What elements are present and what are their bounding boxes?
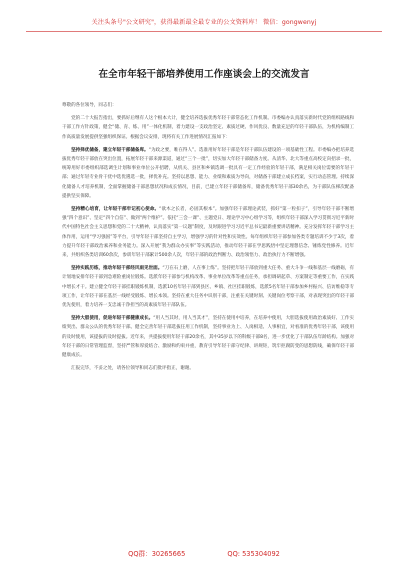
paragraph [62, 205, 354, 260]
paragraph-lead: 坚持实践历练，推动年轻干部经风雨见世面。 [71, 266, 163, 272]
paragraph [62, 264, 354, 310]
paragraph-lead: 坚持精心培育，让年轻干部牢记初心使命。 [71, 207, 160, 213]
footer-qq-group: QQ群：30265665 [128, 550, 186, 558]
paragraph-text: “为政之要，唯在得人”。选准用好年轻干部是年轻干部队伍建设的一项基础性工程。市委编办把培养选拔优秀年轻干部放在突出位置，拓展年轻干部来源渠道，通过“三个一批”，切实加大年轻干部储备力度。从清华、北大等重点高校定向招录一批，统筹用好市委组织部选调生计划和事业单位公开招聘，从机关、县区和乡镇选调一批具有一定工作经验的年轻干部，满足相关岗位需要的年轻干部；通过年轻专业骨干优中选优遴选一批，择优补充。坚持以思想、能力、业绩和素质为导向，对储备干部建立成长档案，实行动态管理。持续深化储备人才培养机制，全面掌握储备干部思想状况和成长情况，目前，已建立年轻干部储备库，储备优秀年轻干部30余名，为干部队伍梯次配备提供坚实保障。 [62, 147, 354, 199]
footer-contact [0, 546, 408, 562]
paragraph-text: “刀在石上磨，人在事上练”。坚持把年轻干部放到重大任务、重大斗争一线和基层一线磨砺，有计划地安排年轻干部到急难险重岗位锻炼。选派年轻干部参与机构改革、事业单位改革等重点任务，承担调研起草、方案制定等重要工作，在实践中增长才干。建立健全年轻干部挂职锻炼机制，选派10名年轻干部到县区、乡镇、社区挂职锻炼，选派5名年轻干部参加乡村振兴、信访维稳等专项工作，让年轻干部在基层一线经受锻炼、增长本领。坚持在重大任务中识别干部，注重在关键时刻、关键岗位考察干部，对表现突出的年轻干部优先使用，着力培养一支忠诚干净担当的高素质年轻干部队伍。 [62, 266, 355, 309]
paragraph [62, 146, 354, 201]
paragraph [62, 114, 354, 142]
paragraph-lead: 坚持择优储备，建立年轻干部储备库。 [71, 147, 149, 153]
salutation: 尊敬的各位领导，同志们： [62, 103, 117, 108]
document-title: 在全市年轻干部培养使用工作座谈会上的交流发言 [98, 69, 310, 80]
paragraph-text: 党的二十大报告指出，要抓好后继有人这个根本大计，健全培养选拔优秀年轻干部常态化工作机制。市委编办认真落实新时代党的组织路线和干部工作方针政策，健全“储、育、练、用”一体化机制，着力建设一支政治坚定、素质过硬、作风优良、数量充足的年轻干部队伍，为机构编制工作高质量发展提供坚强组织保证。根据会议安排，现将有关工作进展情况汇报如下： [62, 116, 354, 140]
document-body [62, 101, 354, 373]
paragraph-text: “欲木之长者，必固其根本”。加强年轻干部理论武装，抓好“第一粒扣子”，引导年轻干部不断增强“四个意识”、坚定“四个自信”、做到“两个维护”。依托“三会一课”、主题党日、理论学习中心组学习等，组织年轻干部深入学习贯彻习近平新时代中国特色社会主义思想和党的二十大精神，认真落实“第一议题”制度，及时跟进学习习近平总书记最新重要讲话精神。充分发挥年轻干部学习主体作用，运用“学习强国”等平台，引导年轻干部坚持自主学习，增强学习的针对性和实效性。每年组织年轻干部参加各类专题培训不少于3次，着力提升年轻干部政治素养和业务能力。深入开展“我为群众办实事”等实践活动，推动年轻干部在学思践悟中坚定理想信念、锤炼党性修养。近年来，共组织各类培训60余次，参训年轻干部累计500余人次，年轻干部的政治判断力、政治领悟力、政治执行力不断增强。 [62, 207, 354, 259]
footer-qq: QQ: 535304092 [227, 550, 280, 558]
paragraph-text: “用人当其时，用人当其才”，坚持在使用中培养，在培养中使用，大胆选拔使用政治素质好、工作实绩突出、群众公认的优秀年轻干部。健全完善年轻干部选拔任用工作机制，坚持事业为上、人岗相适、人事相宜，对看准的优秀年轻干部，该使用的及时使用，该提拔的及时提拔。近年来，共提拔使用年轻干部20余名，其中35岁以下的科级干部8名，进一步优化了干部队伍年龄结构。加强对年轻干部的日常管理监督，坚持严管和厚爱结合、激励和约束并重，教育引导年轻干部守纪律、讲规矩，筑牢拒腐防变的思想防线，确保年轻干部健康成长。 [62, 316, 355, 359]
paragraph [62, 314, 354, 360]
header-banner: 关注头条号"公文研究"，获得最新最全最专业的公文资料库！ 微信：gongwenyj [26, 14, 382, 32]
closing-line: 汇报完毕，不妥之处，请各位领导和同志们批评指正，谢谢。 [71, 366, 194, 372]
paragraph-lead: 坚持大胆使用，促进年轻干部健康成长。 [71, 316, 154, 322]
